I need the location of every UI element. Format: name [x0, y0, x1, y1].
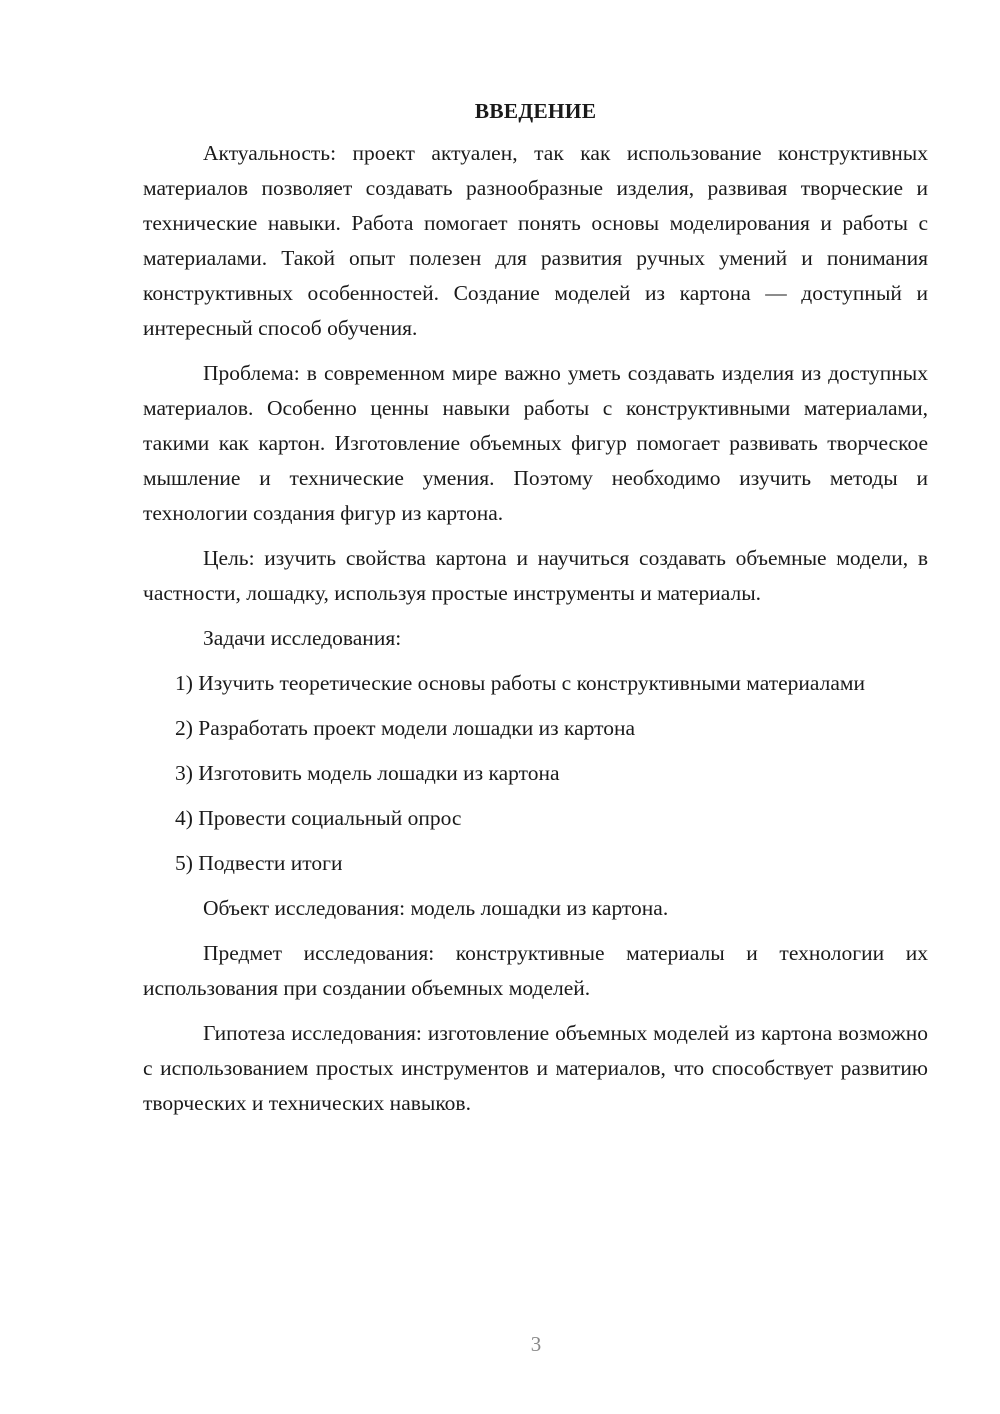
tasks-list [143, 666, 928, 881]
paragraph-goal: Цель: изучить свойства картона и научиться создавать объемные модели, в частности, лошадку, используя простые инструменты и материалы. [143, 546, 928, 605]
document-page [143, 96, 928, 1131]
paragraph-relevance: Актуальность: проект актуален, так как использование конструктивных материалов позволяет создавать разнообразные изделия, развивая творческие и технические навыки. Работа помогает понять основы моделирования и работы с материалами. Такой опыт полезен для развития ручных умений и понимания конструктивных особенностей. Создание моделей из картона — доступный и интересный способ обучения. [143, 141, 928, 340]
list-item: 4) Провести социальный опрос [175, 806, 462, 830]
paragraph-tasks-heading: Задачи исследования: [203, 626, 402, 650]
list-item: 3) Изготовить модель лошадки из картона [175, 761, 560, 785]
list-item: 1) Изучить теоретические основы работы с конструктивными материалами [175, 671, 866, 695]
section-title: ВВЕДЕНИЕ [474, 99, 597, 123]
list-item: 2) Разработать проект модели лошадки из картона [175, 716, 636, 740]
paragraph-problem: Проблема: в современном мире важно уметь создавать изделия из доступных материалов. Особенно ценны навыки работы с конструктивными материалами, такими как картон. Изготовление объемных фигур помогает развивать творческое мышление и технические умения. Поэтому необходимо изучить методы и технологии создания фигур из картона. [143, 361, 928, 525]
list-item: 5) Подвести итоги [175, 851, 343, 875]
page-number: 3 [530, 1332, 542, 1356]
paragraph-hypothesis: Гипотеза исследования: изготовление объемных моделей из картона возможно с использованием простых инструментов и материалов, что способствует развитию творческих и технических навыков. [143, 1021, 928, 1115]
paragraph-subject: Предмет исследования: конструктивные материалы и технологии их использования при создании объемных моделей. [143, 941, 928, 1000]
paragraph-object: Объект исследования: модель лошадки из картона. [203, 896, 669, 920]
